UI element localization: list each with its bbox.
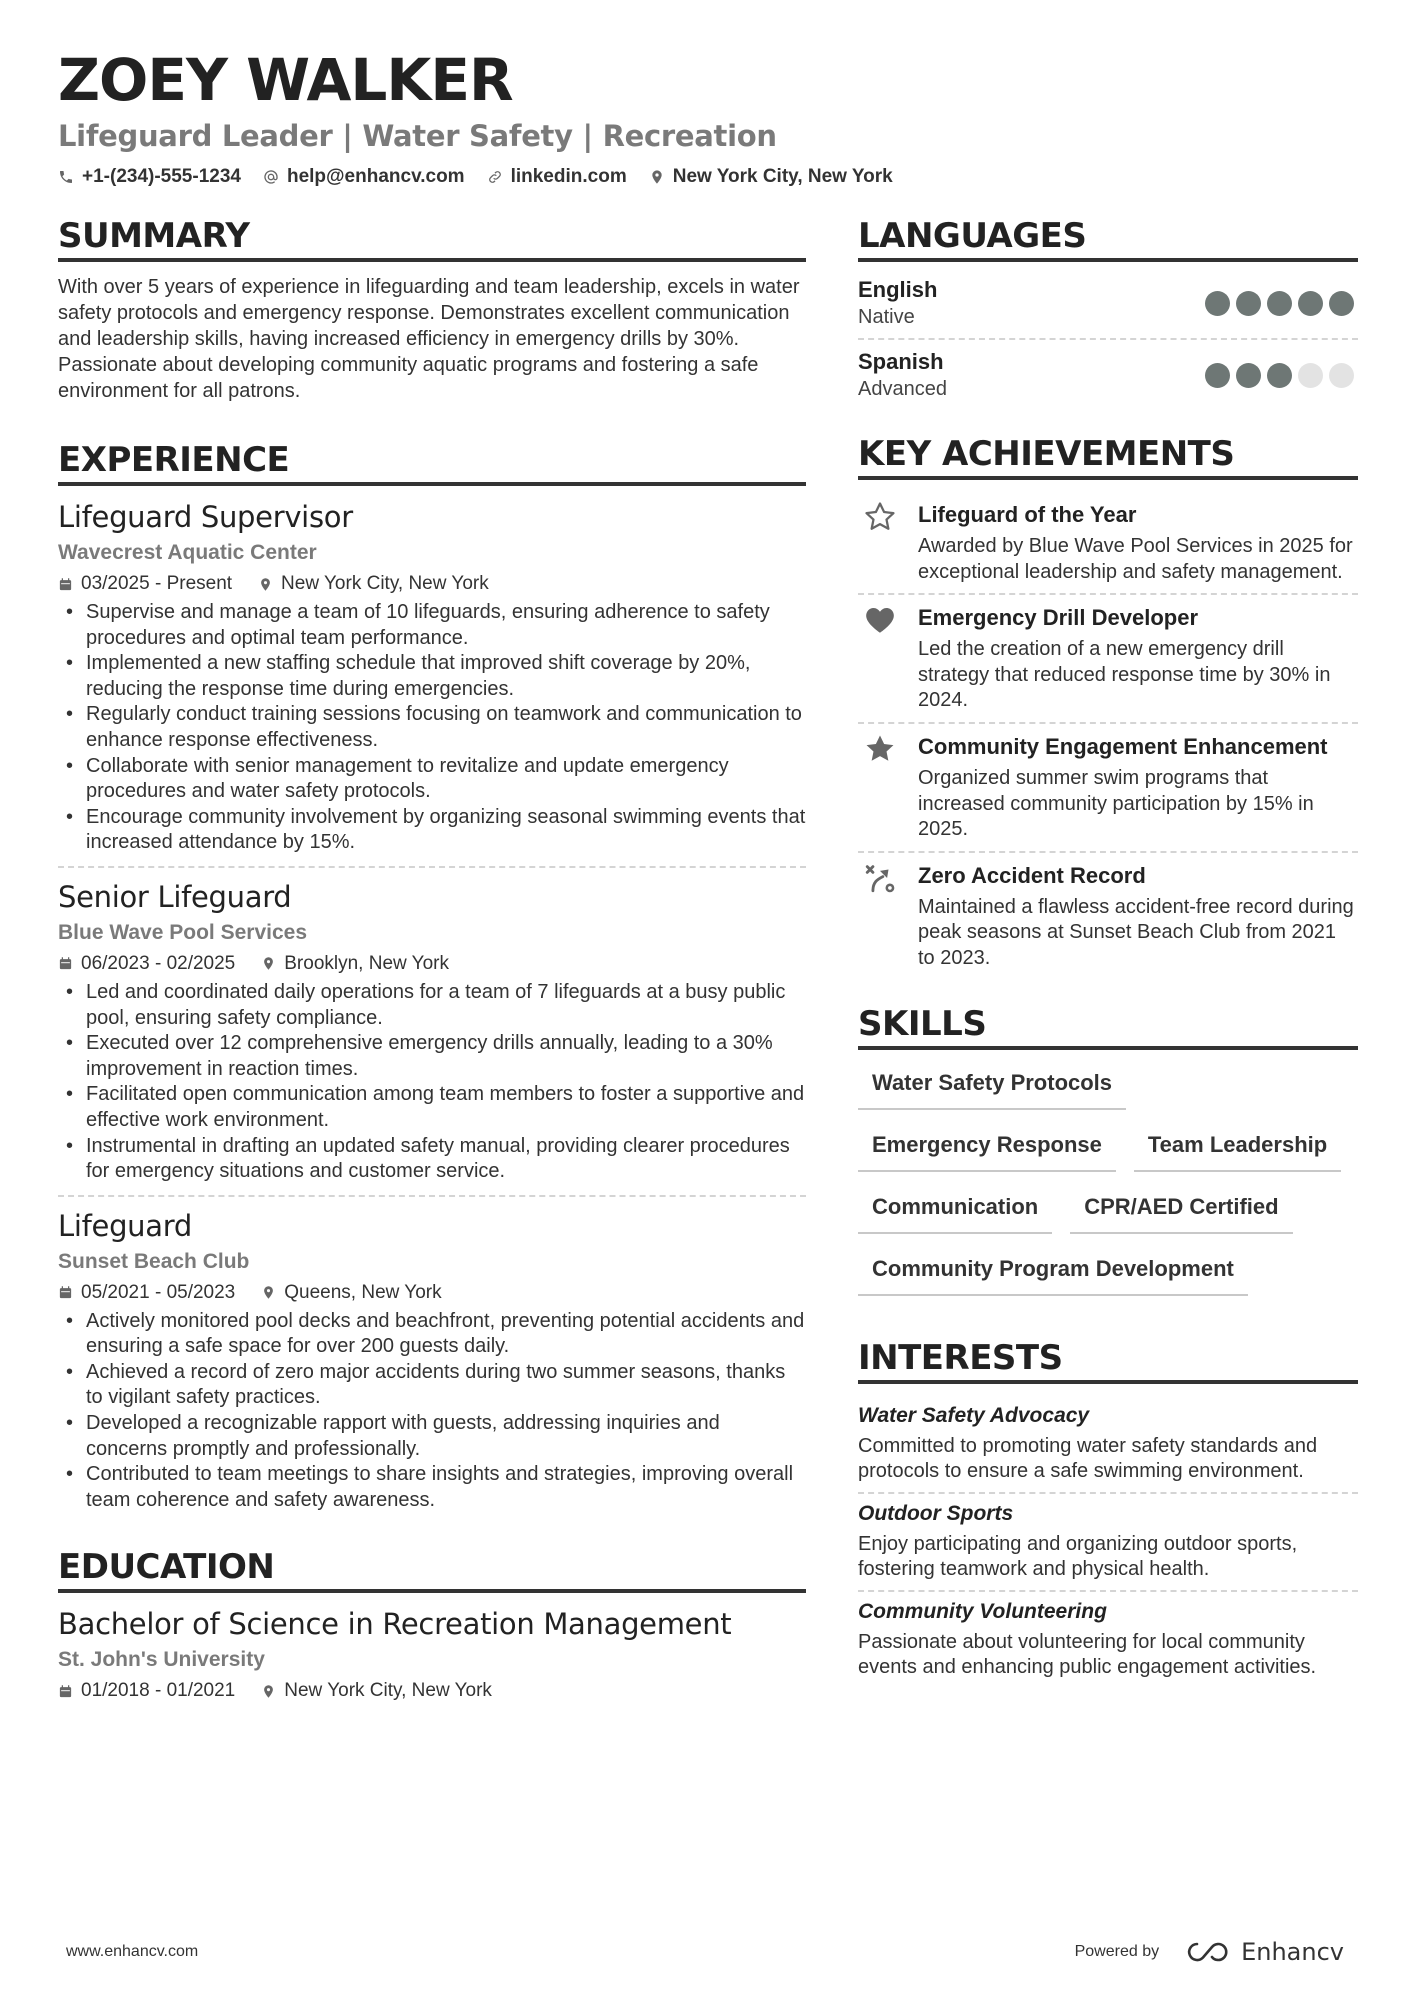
- job-bullet: • Developed a recognizable rapport with guests, addressing inquiries and concerns promptly and professionally.: [58, 1411, 806, 1462]
- proficiency-dots: [1205, 291, 1354, 316]
- job-title: Lifeguard Supervisor: [58, 500, 353, 534]
- achievement-title: Emergency Drill Developer: [918, 605, 1199, 631]
- achievement-desc: Organized summer swim programs that increased community participation by 15% in 2025.: [918, 766, 1314, 841]
- phone-icon: [58, 169, 74, 185]
- achievement-item: [858, 851, 1358, 980]
- proficiency-dot: [1236, 291, 1261, 316]
- contact-location: [649, 166, 893, 188]
- skill-tag: CPR/AED Certified: [1070, 1186, 1292, 1234]
- linkedin-text: linkedin.com: [510, 166, 627, 187]
- job-location: [261, 1279, 441, 1307]
- location-pin-icon: [261, 1285, 276, 1300]
- job-list: [58, 498, 806, 1523]
- skills-section: [858, 1002, 1358, 1296]
- interests-heading: INTERESTS: [858, 1336, 1358, 1384]
- interest-desc: Passionate about volunteering for local community events and enhancing public engagement activities.: [858, 1630, 1317, 1678]
- education-location-text: New York City, New York: [284, 1680, 492, 1702]
- interest-title: Outdoor Sports: [858, 1501, 1014, 1525]
- achievement-item: [858, 593, 1358, 722]
- experience-heading: EXPERIENCE: [58, 438, 806, 486]
- right-column: [858, 214, 1358, 1688]
- language-list: [858, 274, 1358, 410]
- location-pin-icon: [258, 577, 273, 592]
- skills-heading: SKILLS: [858, 1002, 1358, 1050]
- candidate-title: Lifeguard Leader | Water Safety | Recreation: [58, 119, 777, 153]
- job-bullet: • Actively monitored pool decks and beachfront, preventing potential accidents and ensuring a safe space for over 200 guests daily.: [58, 1309, 806, 1360]
- job-bullets: [58, 1309, 806, 1514]
- job-location: [261, 950, 449, 978]
- powered-by-label: Powered by: [1074, 1943, 1160, 1960]
- job-location: [258, 570, 489, 598]
- job-meta: [58, 570, 806, 598]
- achievement-title: Community Engagement Enhancement: [918, 733, 1328, 759]
- heart-icon: [858, 603, 902, 714]
- proficiency-dot: [1298, 363, 1323, 388]
- contact-phone[interactable]: [58, 166, 241, 188]
- star-filled-icon: [858, 732, 902, 843]
- brand-logo[interactable]: [1185, 1938, 1344, 1966]
- location-pin-icon: [261, 956, 276, 971]
- job-entry: [58, 866, 806, 1195]
- interest-title: Water Safety Advocacy: [858, 1403, 1090, 1427]
- achievements-section: [858, 432, 1358, 980]
- interest-desc: Committed to promoting water safety standards and protocols to ensure a safe swimming environment.: [858, 1434, 1318, 1482]
- enhancv-logo-icon: [1185, 1940, 1231, 1964]
- job-title: Senior Lifeguard: [58, 879, 292, 914]
- left-column: [58, 214, 806, 1705]
- email-text: help@enhancv.com: [286, 166, 465, 187]
- summary-section: [58, 214, 806, 404]
- page-footer: [66, 1938, 1344, 1966]
- skill-tag: Emergency Response: [858, 1124, 1116, 1172]
- achievement-list: [858, 492, 1358, 980]
- languages-section: [858, 214, 1358, 410]
- job-bullet: • Facilitated open communication among team members to foster a supportive and effective work environment.: [58, 1082, 806, 1133]
- job-bullet: • Implemented a new staffing schedule that improved shift coverage by 20%, reducing the response time during emergencies.: [58, 651, 806, 702]
- summary-heading: SUMMARY: [58, 214, 806, 262]
- calendar-icon: [58, 1285, 73, 1300]
- languages-heading: LANGUAGES: [858, 214, 1358, 262]
- interests-section: [858, 1336, 1358, 1688]
- job-bullets: [58, 600, 806, 856]
- job-bullet: • Contributed to team meetings to share insights and strategies, improving overall team coherence and safety awareness.: [58, 1462, 806, 1513]
- education-section: [58, 1545, 806, 1705]
- interest-item: [858, 1396, 1358, 1492]
- proficiency-dot: [1329, 291, 1354, 316]
- company-name: Blue Wave Pool Services: [58, 920, 307, 944]
- footer-website[interactable]: www.enhancv.com: [66, 1943, 199, 1960]
- degree-title: Bachelor of Science in Recreation Management: [58, 1607, 732, 1642]
- skill-tag: Team Leadership: [1134, 1124, 1341, 1172]
- star-outline-icon: [858, 500, 902, 585]
- education-heading: EDUCATION: [58, 1545, 806, 1593]
- job-bullet: • Supervise and manage a team of 10 lifeguards, ensuring adherence to safety procedures and optimal team performance.: [58, 600, 806, 651]
- calendar-icon: [58, 577, 73, 592]
- proficiency-dot: [1236, 363, 1261, 388]
- job-dates-text: 05/2021 - 05/2023: [81, 1281, 236, 1303]
- proficiency-dot: [1329, 363, 1354, 388]
- proficiency-dot: [1267, 291, 1292, 316]
- job-bullet: • Regularly conduct training sessions focusing on teamwork and communication to enhance response effectiveness.: [58, 702, 806, 753]
- language-item: [858, 338, 1358, 410]
- education-location: [261, 1677, 492, 1705]
- achievement-desc: Maintained a flawless accident-free record during peak seasons at Sunset Beach Club from 2021 to 2023.: [918, 895, 1354, 969]
- job-dates-text: 03/2025 - Present: [81, 573, 233, 594]
- achievement-item: [858, 492, 1358, 593]
- job-location-text: Brooklyn, New York: [284, 952, 449, 974]
- achievement-desc: Led the creation of a new emergency drill strategy that reduced response time by 30% in 2024.: [918, 638, 1331, 712]
- job-location-text: New York City, New York: [281, 573, 489, 594]
- company-name: Sunset Beach Club: [58, 1249, 250, 1273]
- education-dates-text: 01/2018 - 01/2021: [81, 1680, 236, 1702]
- achievement-item: [858, 722, 1358, 851]
- calendar-icon: [58, 956, 73, 971]
- achievement-title: Zero Accident Record: [918, 862, 1146, 888]
- skill-tag: Communication: [858, 1186, 1052, 1234]
- contact-linkedin[interactable]: [487, 166, 627, 188]
- brand-name: Enhancv: [1241, 1938, 1344, 1966]
- education-dates: [58, 1677, 235, 1705]
- job-bullet: • Executed over 12 comprehensive emergency drills annually, leading to a 30% improvement in reaction times.: [58, 1031, 806, 1082]
- job-entry: [58, 1195, 806, 1524]
- job-dates-text: 06/2023 - 02/2025: [81, 952, 236, 974]
- proficiency-dot: [1267, 363, 1292, 388]
- calendar-icon: [58, 1684, 73, 1699]
- education-meta: [58, 1677, 806, 1705]
- job-bullets: [58, 980, 806, 1185]
- language-name: English: [858, 277, 938, 302]
- proficiency-dots: [1205, 363, 1354, 388]
- job-meta: [58, 950, 806, 978]
- proficiency-dot: [1205, 363, 1230, 388]
- achievement-desc: Awarded by Blue Wave Pool Services in 2025 for exceptional leadership and safety management.: [918, 535, 1353, 583]
- job-bullet: • Instrumental in drafting an updated safety manual, providing clearer procedures for emergency situations and customer service.: [58, 1134, 806, 1185]
- job-location-text: Queens, New York: [284, 1281, 442, 1303]
- job-title: Lifeguard: [58, 1208, 192, 1243]
- job-meta: [58, 1279, 806, 1307]
- resume-header: [58, 44, 1358, 188]
- interest-desc: Enjoy participating and organizing outdoor sports, fostering teamwork and physical health.: [858, 1532, 1298, 1580]
- contact-email[interactable]: [263, 166, 465, 188]
- language-name: Spanish: [858, 349, 944, 374]
- route-icon: [858, 861, 902, 972]
- experience-section: [58, 438, 806, 1523]
- skill-tag: Water Safety Protocols: [858, 1062, 1126, 1110]
- language-item: [858, 274, 1358, 338]
- company-name: Wavecrest Aquatic Center: [58, 541, 317, 564]
- achievements-heading: KEY ACHIEVEMENTS: [858, 432, 1358, 480]
- skill-tag: Community Program Development: [858, 1248, 1248, 1296]
- powered-by: [1075, 1938, 1344, 1966]
- school-name: St. John's University: [58, 1648, 265, 1672]
- job-dates: [58, 1279, 235, 1307]
- interest-item: [858, 1590, 1358, 1688]
- location-pin-icon: [261, 1684, 276, 1699]
- contact-bar: [58, 166, 1358, 188]
- job-entry: [58, 498, 806, 866]
- at-icon: [263, 169, 279, 185]
- link-icon: [487, 169, 503, 185]
- job-bullet: • Collaborate with senior management to revitalize and update emergency procedures and water safety protocols.: [58, 754, 806, 805]
- job-dates: [58, 570, 232, 598]
- job-bullet: • Encourage community involvement by organizing seasonal swimming events that increased attendance by 15%.: [58, 805, 806, 856]
- language-level: Native: [858, 306, 915, 328]
- location-pin-icon: [649, 169, 665, 185]
- job-dates: [58, 950, 235, 978]
- skill-list: [858, 1062, 1358, 1296]
- proficiency-dot: [1205, 291, 1230, 316]
- candidate-name: ZOEY WALKER: [58, 46, 513, 114]
- proficiency-dot: [1298, 291, 1323, 316]
- language-level: Advanced: [858, 378, 947, 400]
- summary-text: With over 5 years of experience in lifeguarding and team leadership, excels in water safety protocols and emergency response. Demonstrates excellent communication and leadership skills, having increased efficiency in emergency drills by 30%. Passionate about developing community aquatic programs and fostering a safe environment for all patrons.: [58, 276, 800, 402]
- location-text: New York City, New York: [672, 166, 893, 187]
- phone-text: +1-(234)-555-1234: [82, 166, 241, 187]
- interest-title: Community Volunteering: [858, 1599, 1107, 1623]
- interest-list: [858, 1396, 1358, 1688]
- job-bullet: • Achieved a record of zero major accidents during two summer seasons, thanks to vigilant safety practices.: [58, 1360, 806, 1411]
- job-bullet: • Led and coordinated daily operations for a team of 7 lifeguards at a busy public pool, ensuring safety compliance.: [58, 980, 806, 1031]
- achievement-title: Lifeguard of the Year: [918, 502, 1137, 527]
- interest-item: [858, 1492, 1358, 1590]
